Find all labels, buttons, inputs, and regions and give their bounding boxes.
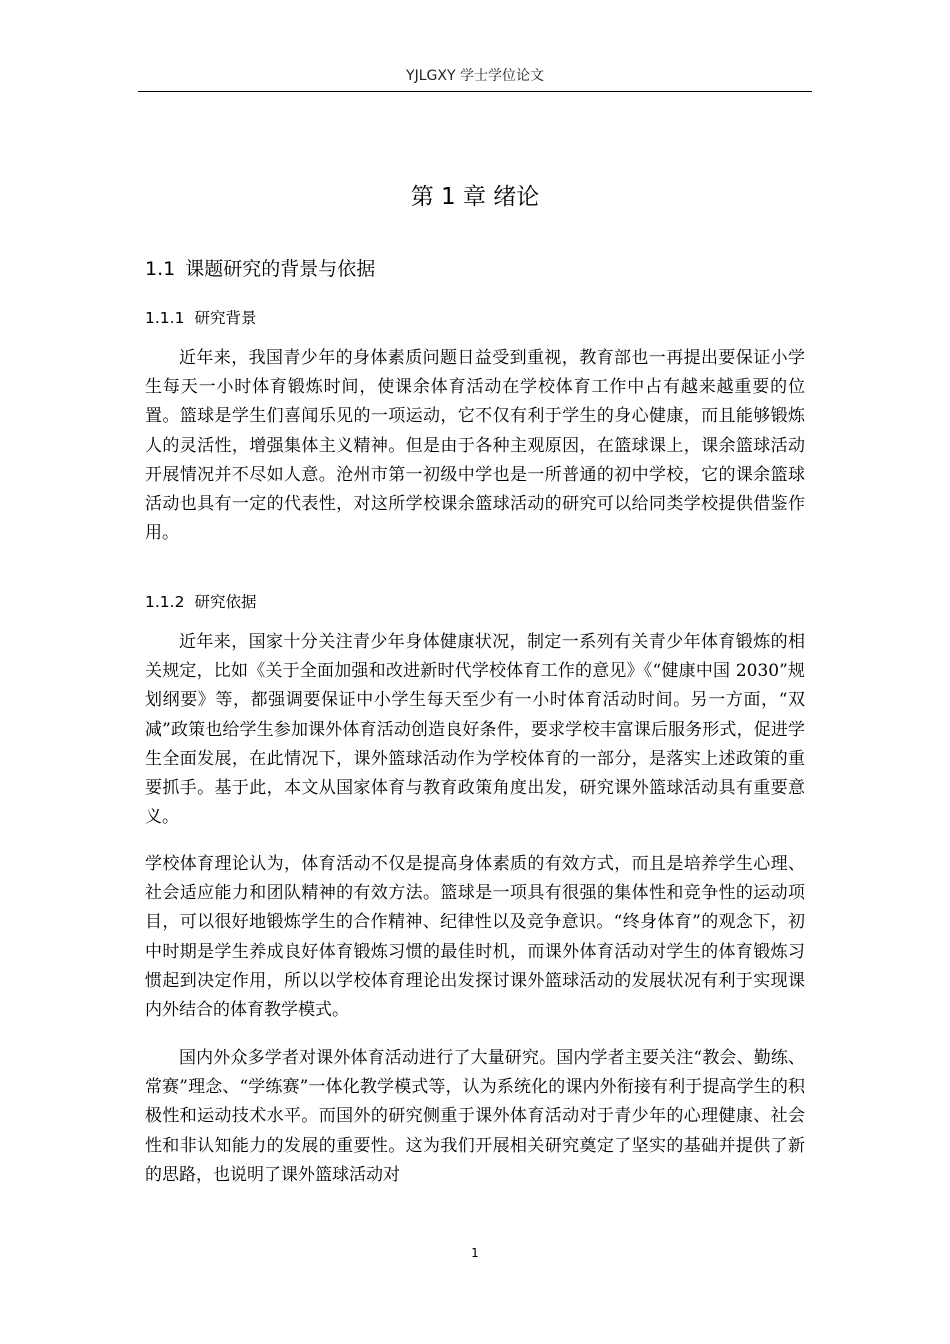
page-number: 1 (471, 1246, 479, 1260)
section-heading (145, 254, 375, 281)
paragraph-theory: 学校体育理论认为，体育活动不仅是提高身体素质的有效方式，而且是培养学生心理、社会适应能力和团队精神的有效方法。篮球是一项具有很强的集体性和竞争性的运动项目，可以很好地锻炼学生的合作精神、纪律性以及竞争意识。“终身体育”的观念下，初中时期是学生养成良好体育锻炼习惯的最佳时机，而课外体育活动对学生的体育锻炼习惯起到决定作用，所以以学校体育理论出发探讨课外篮球活动的发展状况有利于实现课内外结合的体育教学模式。 (145, 854, 805, 1021)
chapter-title: 第 1 章 绪论 (410, 184, 540, 210)
running-header-title: YJLGXY 学士学位论文 (406, 68, 544, 84)
paragraph-background: 近年来，我国青少年的身体素质问题日益受到重视，教育部也一再提出要保证小学生每天一小时体育锻炼时间，使课余体育活动在学校体育工作中占有越来越重要的位置。篮球是学生们喜闻乐见的一项运动，它不仅有利于学生的身心健康，而且能够锻炼人的灵活性，增强集体主义精神。但是由于各种主观原因，在篮球课上，课余篮球活动开展情况并不尽如人意。沧州市第一初级中学也是一所普通的初中学校，它的课余篮球活动也具有一定的代表性，对这所学校课余篮球活动的研究可以给同类学校提供借鉴作用。 (145, 348, 805, 544)
subsection-heading-basis (145, 590, 256, 612)
subsection-title: 研究背景 (194, 309, 257, 327)
subsection-heading-background (145, 306, 256, 328)
subsection-number: 1.1.2 (145, 593, 185, 611)
running-header (138, 60, 812, 92)
section-number: 1.1 (145, 258, 176, 280)
subsection-number: 1.1.1 (145, 309, 185, 327)
subsection-title: 研究依据 (194, 593, 257, 611)
paragraph-policy: 近年来，国家十分关注青少年身体健康状况，制定一系列有关青少年体育锻炼的相关规定，比如《关于全面加强和改进新时代学校体育工作的意见》《“健康中国 2030”规划纲要》等，都强调要保证中小学生每天至少有一小时体育活动时间。另一方面，“双减”政策也给学生参加课外体育活动创造良好条件，要求学校丰富课后服务形式，促进学生全面发展，在此情况下，课外篮球活动作为学校体育的一部分，是落实上述政策的重要抓手。基于此，本文从国家体育与教育政策角度出发，研究课外篮球活动具有重要意义。 (145, 632, 805, 828)
paragraph-literature: 国内外众多学者对课外体育活动进行了大量研究。国内学者主要关注“教会、勤练、常赛”理念、“学练赛”一体化教学模式等，认为系统化的课内外衔接有利于提高学生的积极性和运动技术水平。而国外的研究侧重于课外体育活动对于青少年的心理健康、社会性和非认知能力的发展的重要性。这为我们开展相关研究奠定了坚实的基础并提供了新的思路，也说明了课外篮球活动对 (145, 1048, 805, 1185)
section-title: 课题研究的背景与依据 (185, 258, 376, 280)
